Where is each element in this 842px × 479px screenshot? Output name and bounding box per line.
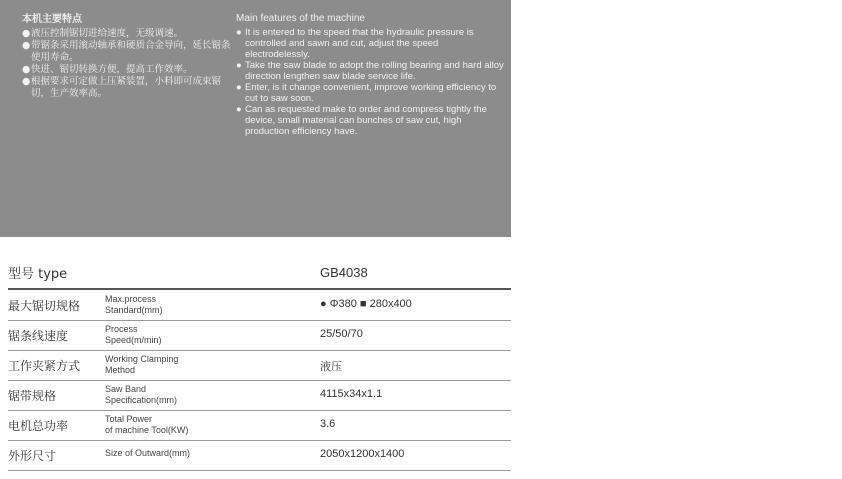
bullet-icon: ● xyxy=(22,76,31,87)
features-cn-heading: 本机主要特点 xyxy=(22,14,82,25)
spec-value: 2050x1200x1400 xyxy=(320,448,405,460)
spec-en-label xyxy=(105,324,305,345)
features-panel xyxy=(0,0,511,237)
spec-en-line: Method xyxy=(105,364,136,375)
spec-en-line: Standard(mm) xyxy=(105,304,163,315)
spec-en-line: of machine Tool(KW) xyxy=(105,424,189,435)
spec-en-label xyxy=(105,384,305,405)
bullet-icon: ● xyxy=(22,40,31,51)
spec-cn-label: 最大锯切规格 xyxy=(8,299,81,313)
spec-en-line: Working Clamping xyxy=(105,354,179,364)
feature-text: 快进、锯切转换方便，提高工作效率。 xyxy=(31,64,193,75)
bullet-icon: ● xyxy=(236,27,242,38)
spec-en-line: Speed(m/min) xyxy=(105,334,162,345)
spec-en-line: Specification(mm) xyxy=(105,394,178,405)
spec-cn-label: 锯带规格 xyxy=(8,389,57,403)
list-item xyxy=(236,82,504,104)
spec-value: 液压 xyxy=(320,361,342,373)
bullet-icon: ● xyxy=(22,64,31,75)
table-row xyxy=(8,440,511,471)
feature-text: 根据要求可定做上压紧装置，小料即可成束锯切，生产效率高。 xyxy=(31,76,222,99)
list-item xyxy=(236,104,504,137)
spec-en-label xyxy=(105,354,305,375)
spec-en-line: Total Power xyxy=(105,414,153,424)
spec-en-label xyxy=(105,448,305,459)
table-row xyxy=(8,410,511,441)
table-row xyxy=(8,380,511,411)
spec-value: ● Φ380 ■ 280x400 xyxy=(320,298,412,310)
list-item xyxy=(22,76,232,100)
bullet-icon: ● xyxy=(236,82,242,93)
bullet-icon: ● xyxy=(236,104,242,115)
feature-text: 带锯条采用滚动轴承和硬质合金导向，延长锯条使用寿命。 xyxy=(31,40,231,63)
table-row xyxy=(8,350,511,381)
spec-cn-label: 工作夹紧方式 xyxy=(8,359,81,373)
spec-en-line: Size of Outward(mm) xyxy=(105,448,191,458)
spec-value: 3.6 xyxy=(320,418,336,430)
spec-cn-label: 电机总功率 xyxy=(8,419,69,433)
spec-value: 25/50/70 xyxy=(320,328,363,340)
spec-cn-label: 锯条线速度 xyxy=(8,329,69,343)
list-item xyxy=(236,27,504,60)
feature-text: 液压控制锯切进给速度，无级调速。 xyxy=(31,28,184,39)
list-item xyxy=(22,64,232,76)
features-cn xyxy=(22,14,232,100)
feature-text: Can as requested make to order and compress tightly the device, small material can bunches of saw cut, high production efficiency have. xyxy=(245,104,487,137)
model-number: GB4038 xyxy=(320,265,368,280)
spec-value: 4115x34x1.1 xyxy=(320,388,383,400)
table-row xyxy=(8,320,511,351)
features-en-heading: Main features of the machine xyxy=(236,13,365,24)
feature-text: Take the saw blade to adopt the rolling bearing and hard alloy direction lengthen saw blade service life. xyxy=(245,60,504,82)
list-item xyxy=(22,28,232,40)
spec-en-label xyxy=(105,414,305,435)
bullet-icon: ● xyxy=(22,28,31,39)
spec-en-line: Saw Band xyxy=(105,384,147,394)
features-en xyxy=(236,13,504,137)
type-label: 型号 type xyxy=(8,267,68,282)
list-item xyxy=(22,40,232,64)
bullet-icon: ● xyxy=(236,60,242,71)
spec-cn-label: 外形尺寸 xyxy=(8,449,57,463)
table-row xyxy=(8,290,511,321)
spec-en-line: Process xyxy=(105,324,138,334)
spec-en-line: Max.process xyxy=(105,294,157,304)
feature-text: It is entered to the speed that the hydraulic pressure is controlled and sawn and cut, adjust the speed electrodelessly. xyxy=(245,27,474,60)
spec-en-label xyxy=(105,294,305,315)
feature-text: Enter, is it change convenient, improve working efficiency to cut to saw soon. xyxy=(245,82,497,104)
list-item xyxy=(236,60,504,82)
